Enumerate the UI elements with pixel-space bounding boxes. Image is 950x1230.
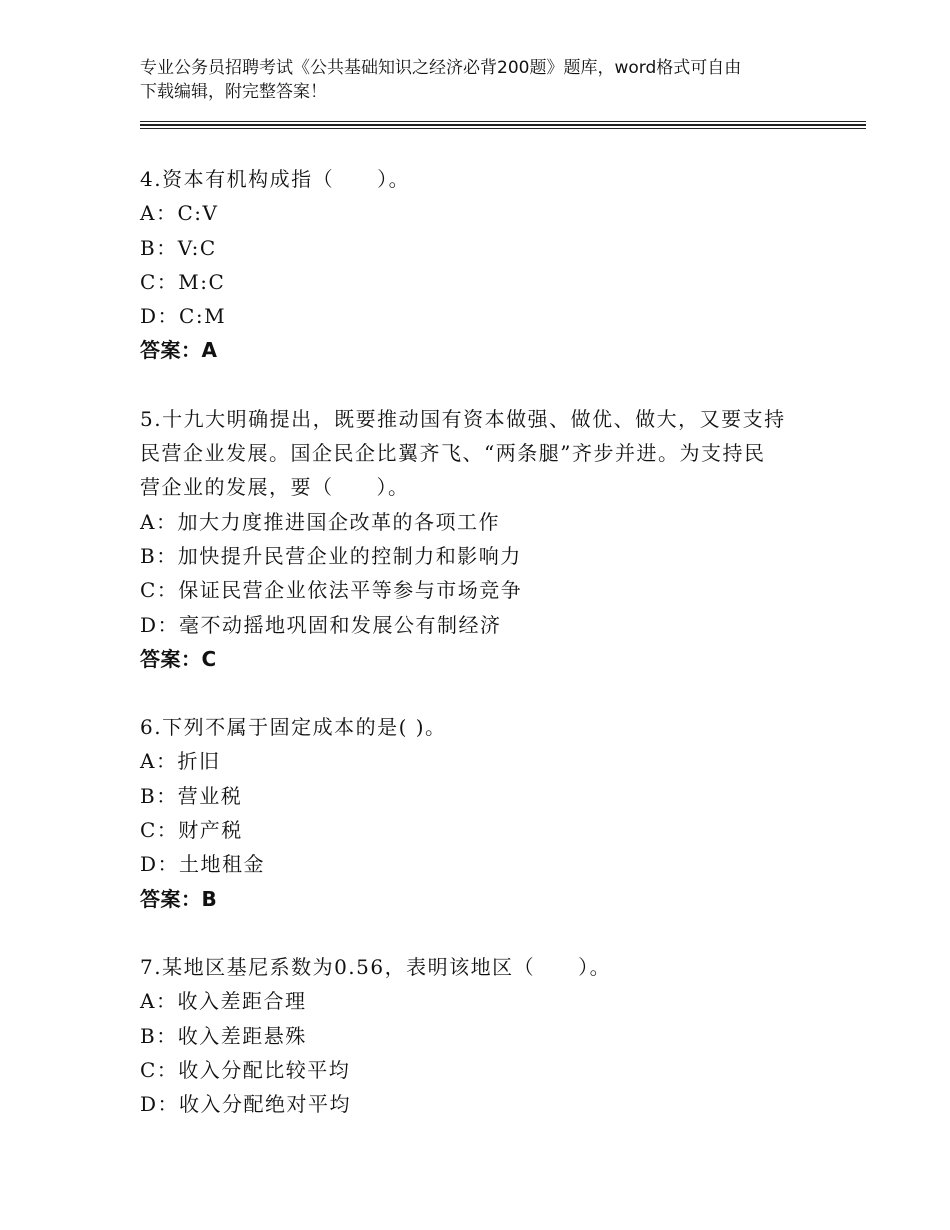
question-block [140, 950, 820, 1121]
question-stem-continued: 民营企业发展。国企民企比翼齐飞、“两条腿”齐步并进。为支持民 [140, 441, 766, 466]
option-c: C：财产税 [140, 818, 243, 843]
header-divider-top [140, 121, 866, 122]
question-stem: 6.下列不属于固定成本的是( )。 [140, 715, 447, 740]
answer-line: 答案：C [140, 646, 217, 671]
option-b: B：加快提升民营企业的控制力和影响力 [140, 543, 522, 568]
option-d: D：土地租金 [140, 852, 266, 877]
option-c: C：收入分配比较平均 [140, 1057, 351, 1082]
question-list [140, 162, 820, 1155]
header-line-1: 专业公务员招聘考试《公共基础知识之经济必背200题》题库，word格式可自由 [140, 58, 742, 78]
option-b: B：V:C [140, 235, 217, 260]
option-a: A：折旧 [140, 749, 221, 774]
header-divider-bottom [140, 128, 866, 129]
option-d: D：C:M [140, 304, 227, 329]
option-a: A：C:V [140, 201, 219, 226]
header-line-2: 下载编辑，附完整答案！ [140, 82, 327, 102]
option-d: D：收入分配绝对平均 [140, 1092, 352, 1117]
document-header [140, 56, 840, 104]
option-b: B：收入差距悬殊 [140, 1023, 307, 1048]
option-a: A：加大力度推进国企改革的各项工作 [140, 509, 500, 534]
option-a: A：收入差距合理 [140, 989, 307, 1014]
answer-line: 答案：A [140, 338, 218, 363]
option-c: C：M:C [140, 269, 226, 294]
question-stem: 5.十九大明确提出，既要推动国有资本做强、做优、做大，又要支持 [140, 406, 786, 431]
answer-line: 答案：B [140, 886, 218, 911]
option-c: C：保证民营企业依法平等参与市场竞争 [140, 578, 523, 603]
question-stem-continued: 营企业的发展，要（ ）。 [140, 475, 410, 500]
question-block [140, 710, 820, 916]
question-block [140, 162, 820, 368]
question-block [140, 402, 820, 676]
question-stem: 7.某地区基尼系数为0.56，表明该地区（ ）。 [140, 954, 612, 979]
option-d: D：毫不动摇地巩固和发展公有制经济 [140, 612, 502, 637]
option-b: B：营业税 [140, 783, 243, 808]
question-stem: 4.资本有机构成指（ ）。 [140, 167, 411, 191]
header-divider-middle [140, 124, 866, 126]
